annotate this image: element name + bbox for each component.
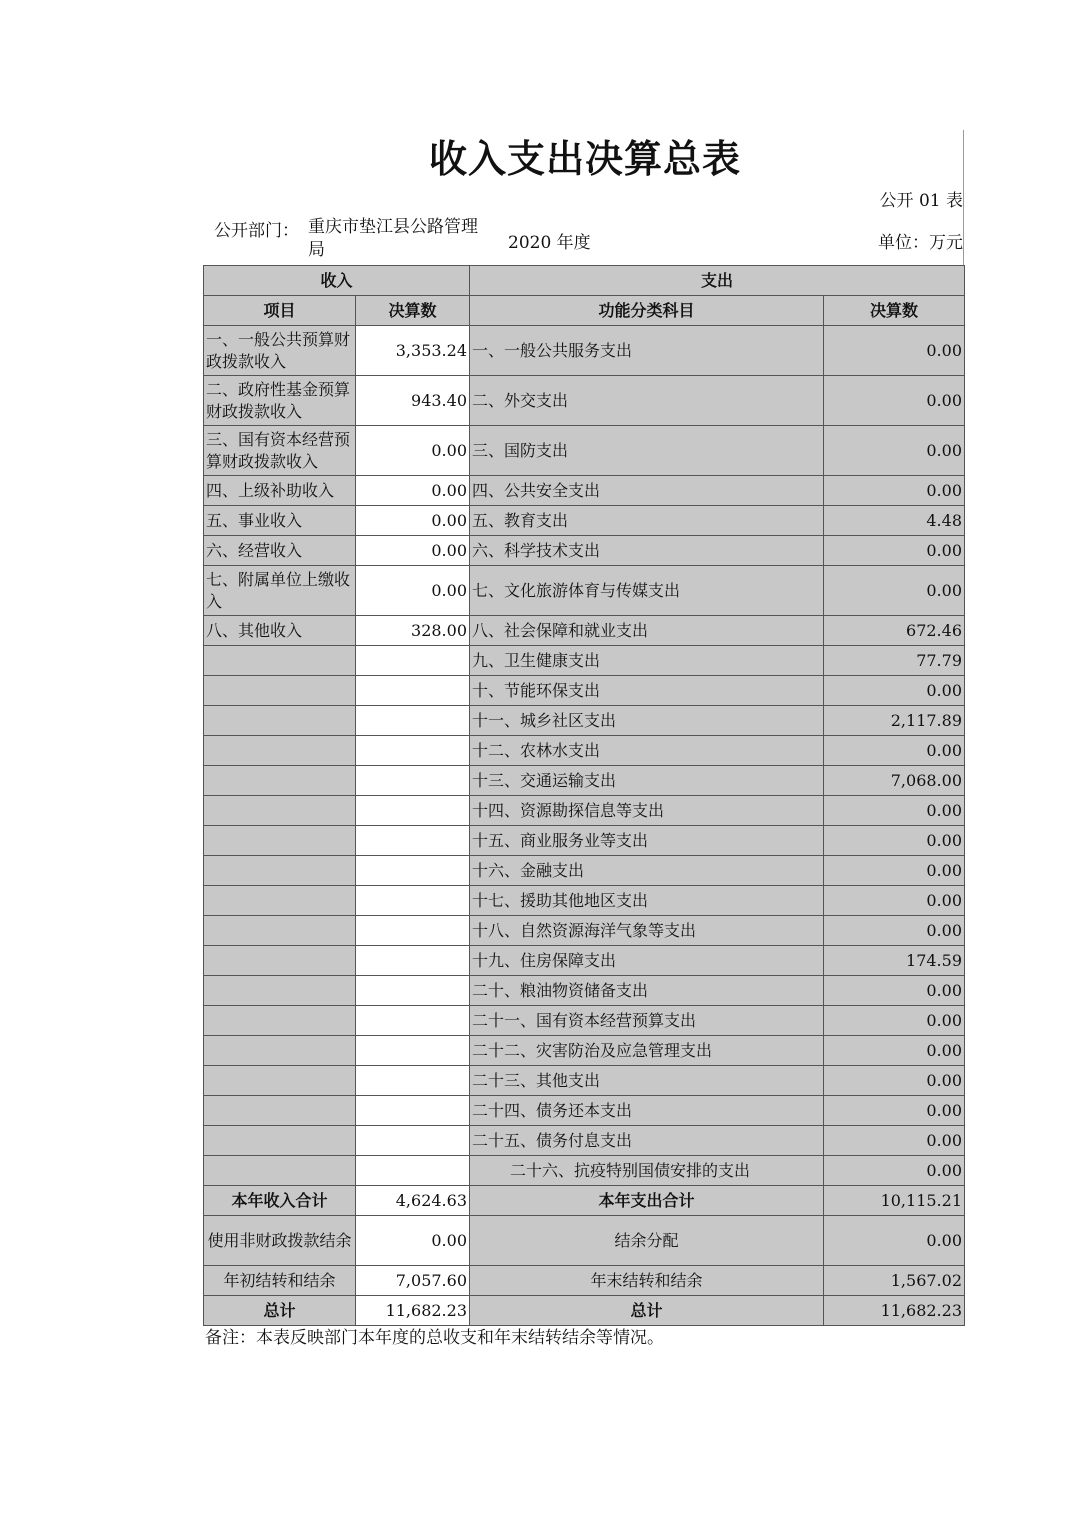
income-amount-cell (356, 766, 470, 796)
table-row (204, 1156, 965, 1186)
expense-amount-cell: 0.00 (824, 376, 965, 426)
total-expense-label: 年末结转和结余 (470, 1266, 824, 1296)
expense-amount-cell: 0.00 (824, 676, 965, 706)
income-item-cell (204, 856, 356, 886)
total-income-amount: 0.00 (356, 1216, 470, 1266)
expense-category-cell: 十五、商业服务业等支出 (470, 826, 824, 856)
income-amount-cell (356, 1126, 470, 1156)
income-item-cell (204, 676, 356, 706)
income-item-cell (204, 1126, 356, 1156)
expense-amount-cell: 0.00 (824, 476, 965, 506)
col-header-item: 项目 (204, 296, 356, 326)
expense-category-cell: 二十一、国有资本经营预算支出 (470, 1006, 824, 1036)
expense-amount-cell: 77.79 (824, 646, 965, 676)
expense-category-cell: 十、节能环保支出 (470, 676, 824, 706)
table-row (204, 506, 965, 536)
income-header: 收入 (204, 266, 470, 296)
total-income-label: 使用非财政拨款结余 (204, 1216, 356, 1266)
expense-category-cell: 二十三、其他支出 (470, 1066, 824, 1096)
table-body (204, 326, 965, 1186)
table-row (204, 646, 965, 676)
expense-amount-cell: 0.00 (824, 1006, 965, 1036)
income-amount-cell (356, 1096, 470, 1126)
expense-amount-cell: 0.00 (824, 736, 965, 766)
income-amount-cell: 0.00 (356, 566, 470, 616)
table-row (204, 826, 965, 856)
expense-category-cell: 十四、资源勘探信息等支出 (470, 796, 824, 826)
expense-amount-cell: 0.00 (824, 916, 965, 946)
total-income-amount: 4,624.63 (356, 1186, 470, 1216)
total-income-amount: 11,682.23 (356, 1296, 470, 1326)
table-row (204, 766, 965, 796)
income-item-cell (204, 796, 356, 826)
table-row (204, 1006, 965, 1036)
table-row (204, 916, 965, 946)
income-item-cell (204, 916, 356, 946)
income-amount-cell (356, 826, 470, 856)
income-amount-cell (356, 1036, 470, 1066)
expense-category-cell: 四、公共安全支出 (470, 476, 824, 506)
income-amount-cell: 0.00 (356, 506, 470, 536)
table-row (204, 1126, 965, 1156)
income-item-cell: 六、经营收入 (204, 536, 356, 566)
income-item-cell: 四、上级补助收入 (204, 476, 356, 506)
income-item-cell (204, 886, 356, 916)
expense-amount-cell: 0.00 (824, 1036, 965, 1066)
income-amount-cell: 943.40 (356, 376, 470, 426)
income-item-cell (204, 946, 356, 976)
table-row (204, 736, 965, 766)
expense-amount-cell: 7,068.00 (824, 766, 965, 796)
income-item-cell: 八、其他收入 (204, 616, 356, 646)
totals-body (204, 1186, 965, 1326)
totals-row (204, 1266, 965, 1296)
table-row (204, 426, 965, 476)
income-item-cell (204, 766, 356, 796)
expense-amount-cell: 0.00 (824, 1126, 965, 1156)
col-header-category: 功能分类科目 (470, 296, 824, 326)
income-amount-cell (356, 646, 470, 676)
expense-amount-cell: 0.00 (824, 426, 965, 476)
table-row (204, 1036, 965, 1066)
income-item-cell (204, 976, 356, 1006)
expense-category-cell: 二十五、债务付息支出 (470, 1126, 824, 1156)
unit-label: 单位：万元 (878, 233, 963, 253)
income-amount-cell: 0.00 (356, 426, 470, 476)
table-row (204, 946, 965, 976)
expense-amount-cell: 2,117.89 (824, 706, 965, 736)
total-expense-amount: 10,115.21 (824, 1186, 965, 1216)
expense-amount-cell: 0.00 (824, 566, 965, 616)
total-expense-label: 结余分配 (470, 1216, 824, 1266)
department-label: 公开部门： (214, 221, 299, 241)
total-expense-label: 本年支出合计 (470, 1186, 824, 1216)
income-item-cell (204, 1036, 356, 1066)
table-row (204, 376, 965, 426)
income-amount-cell: 0.00 (356, 536, 470, 566)
table-row (204, 566, 965, 616)
income-amount-cell (356, 946, 470, 976)
expense-amount-cell: 0.00 (824, 826, 965, 856)
expense-amount-cell: 174.59 (824, 946, 965, 976)
income-amount-cell: 3,353.24 (356, 326, 470, 376)
table-row (204, 616, 965, 646)
income-amount-cell (356, 916, 470, 946)
expense-category-cell: 五、教育支出 (470, 506, 824, 536)
expense-category-cell: 一、一般公共服务支出 (470, 326, 824, 376)
income-item-cell (204, 646, 356, 676)
total-expense-amount: 11,682.23 (824, 1296, 965, 1326)
expense-category-cell: 七、文化旅游体育与传媒支出 (470, 566, 824, 616)
expense-amount-cell: 0.00 (824, 856, 965, 886)
income-item-cell (204, 1066, 356, 1096)
income-item-cell (204, 1096, 356, 1126)
expense-amount-cell: 0.00 (824, 886, 965, 916)
income-item-cell: 一、一般公共预算财政拨款收入 (204, 326, 356, 376)
table-row (204, 676, 965, 706)
totals-row (204, 1186, 965, 1216)
form-code: 公开 01 表 (879, 191, 963, 211)
table-row (204, 856, 965, 886)
department-name: 重庆市垫江县公路管理局 (308, 217, 478, 260)
expense-amount-cell: 0.00 (824, 536, 965, 566)
expense-category-cell: 十二、农林水支出 (470, 736, 824, 766)
income-amount-cell (356, 856, 470, 886)
expense-category-cell: 十一、城乡社区支出 (470, 706, 824, 736)
expense-category-cell: 二十六、抗疫特别国债安排的支出 (470, 1156, 824, 1186)
expense-amount-cell: 0.00 (824, 326, 965, 376)
table-row (204, 1066, 965, 1096)
income-amount-cell (356, 976, 470, 1006)
totals-row (204, 1296, 965, 1326)
income-amount-cell: 0.00 (356, 476, 470, 506)
expense-category-cell: 三、国防支出 (470, 426, 824, 476)
income-amount-cell: 328.00 (356, 616, 470, 646)
col-header-amount-2: 决算数 (824, 296, 965, 326)
expense-category-cell: 二十、粮油物资储备支出 (470, 976, 824, 1006)
expense-category-cell: 六、科学技术支出 (470, 536, 824, 566)
income-amount-cell (356, 1066, 470, 1096)
table-row (204, 1096, 965, 1126)
income-amount-cell (356, 706, 470, 736)
expense-category-cell: 九、卫生健康支出 (470, 646, 824, 676)
total-income-amount: 7,057.60 (356, 1266, 470, 1296)
expense-category-cell: 二、外交支出 (470, 376, 824, 426)
expense-amount-cell: 0.00 (824, 1156, 965, 1186)
income-item-cell (204, 706, 356, 736)
expense-category-cell: 二十二、灾害防治及应急管理支出 (470, 1036, 824, 1066)
table-row (204, 476, 965, 506)
expense-header: 支出 (470, 266, 965, 296)
expense-category-cell: 十八、自然资源海洋气象等支出 (470, 916, 824, 946)
expense-category-cell: 十三、交通运输支出 (470, 766, 824, 796)
income-amount-cell (356, 796, 470, 826)
total-income-label: 总计 (204, 1296, 356, 1326)
income-item-cell: 七、附属单位上缴收入 (204, 566, 356, 616)
income-expense-table (203, 265, 965, 1326)
income-item-cell (204, 826, 356, 856)
total-expense-amount: 1,567.02 (824, 1266, 965, 1296)
table-row (204, 326, 965, 376)
table-row (204, 536, 965, 566)
expense-category-cell: 十九、住房保障支出 (470, 946, 824, 976)
total-income-label: 本年收入合计 (204, 1186, 356, 1216)
income-item-cell: 二、政府性基金预算财政拨款收入 (204, 376, 356, 426)
fiscal-year: 2020 年度 (508, 233, 591, 253)
col-header-amount: 决算数 (356, 296, 470, 326)
table-row (204, 706, 965, 736)
income-amount-cell (356, 736, 470, 766)
expense-amount-cell: 0.00 (824, 796, 965, 826)
table-row (204, 796, 965, 826)
income-amount-cell (356, 1156, 470, 1186)
income-amount-cell (356, 886, 470, 916)
table-row (204, 886, 965, 916)
expense-amount-cell: 0.00 (824, 1066, 965, 1096)
income-item-cell: 五、事业收入 (204, 506, 356, 536)
expense-amount-cell: 0.00 (824, 976, 965, 1006)
total-income-label: 年初结转和结余 (204, 1266, 356, 1296)
page-title: 收入支出决算总表 (428, 137, 741, 181)
expense-category-cell: 十七、援助其他地区支出 (470, 886, 824, 916)
income-item-cell: 三、国有资本经营预算财政拨款收入 (204, 426, 356, 476)
income-item-cell (204, 736, 356, 766)
totals-row (204, 1216, 965, 1266)
total-expense-amount: 0.00 (824, 1216, 965, 1266)
footnote: 备注：本表反映部门本年度的总收支和年末结转结余等情况。 (205, 1328, 664, 1348)
total-expense-label: 总计 (470, 1296, 824, 1326)
expense-category-cell: 二十四、债务还本支出 (470, 1096, 824, 1126)
income-amount-cell (356, 676, 470, 706)
income-item-cell (204, 1156, 356, 1186)
income-item-cell (204, 1006, 356, 1036)
expense-category-cell: 八、社会保障和就业支出 (470, 616, 824, 646)
expense-category-cell: 十六、金融支出 (470, 856, 824, 886)
expense-amount-cell: 4.48 (824, 506, 965, 536)
table-row (204, 976, 965, 1006)
expense-amount-cell: 0.00 (824, 1096, 965, 1126)
expense-amount-cell: 672.46 (824, 616, 965, 646)
income-amount-cell (356, 1006, 470, 1036)
